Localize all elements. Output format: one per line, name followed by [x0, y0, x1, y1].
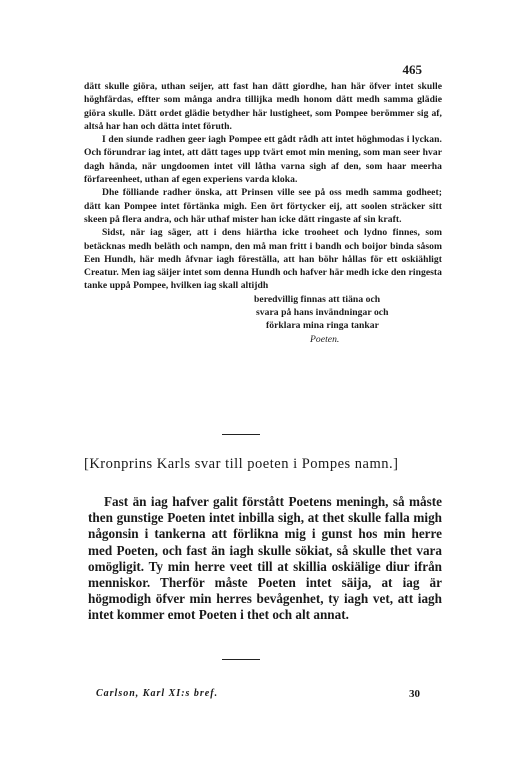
section-divider: [222, 434, 260, 435]
letter-text-block: [84, 80, 442, 346]
paragraph: Sidst, när iag säger, att i dens hiärtha icke trooheet och lydno finnes, som betäcknas medh beläth och nampn, den må man fritt i bandh och boijor binda såsom Een Hundh, här medh åfvnar iagh föreställa, att han böhr hållas för ett oskiähligt Creatur. Men iag säijer intet som denna Hundh och hafver här medh icke den ringesta tanke uppå Pompee, hvilken iag skall altijdh: [84, 227, 442, 292]
signoff-line: förklara mina ringa tankar: [266, 320, 379, 332]
paragraph: dätt skulle giöra, uthan seijer, att fast han dätt giordhe, han här öfver intet skulle höghfärdas, effter som många andra tillijka medh honom dätt medh samma glädie giöra skulle. Dätt ordet glädie betydher här lustigheet, som Pompee berömmer sig af, altså har han och dätta intet föruth.: [84, 81, 442, 132]
footer-source: Carlson, Karl XI:s bref.: [96, 688, 219, 699]
paragraph: I den siunde radhen geer iagh Pompee ett gådt rådh att intet höghmodas i lyckan. Och förundrar iag intet, att dätt tages upp tvärt emot min mening, som man seer hvar dagh hända, när ungdoomen intet vill låtha varna sigh af den, som haar meerha förfareenheet, uthan af egen experiens varda kloka.: [84, 134, 442, 186]
reply-text-block: [88, 494, 442, 624]
page-footer: [96, 688, 446, 699]
signoff: [254, 293, 442, 346]
paragraph: Fast än iag hafver galit förstått Poetens meningh, så måste then gunstige Poeten intet inbilla sigh, at thet skulle falla migh någonsin i tankerna att förlikna mig i gunst hos min herre med Poeten, och fast än iagh skulle sökiat, så skulle thet vara omögligit. Ty min herre veet till at skillia oskiälige diur ifrån menniskor. Therför måste Poeten intet säija, at iag är högmodigh öfver min herres bevågenhet, ty iagh vet, att iagh intet kommer emot Poeten i thet och alt annat.: [88, 494, 442, 623]
page-number: 465: [402, 62, 422, 77]
section-divider: [222, 659, 260, 660]
signoff-line: svara på hans invändningar och: [256, 307, 389, 319]
paragraph: Dhe fölliande radher önska, att Prinsen ville see på oss medh samma godheet; dätt kan Pompee intet förtänka migh. Een ört förtycker eij, att soolen sträcker sitt skeen på flera andra, och här uthaf mister han icke dätt ringaste af sin kraft.: [84, 187, 442, 225]
section-heading: [Kronprins Karls svar till poeten i Pompes namn.]: [84, 456, 399, 472]
signature: Poeten.: [310, 333, 340, 345]
signoff-line: beredvillig finnas att tiäna och: [254, 293, 381, 305]
footer-signature-number: 30: [409, 688, 420, 700]
